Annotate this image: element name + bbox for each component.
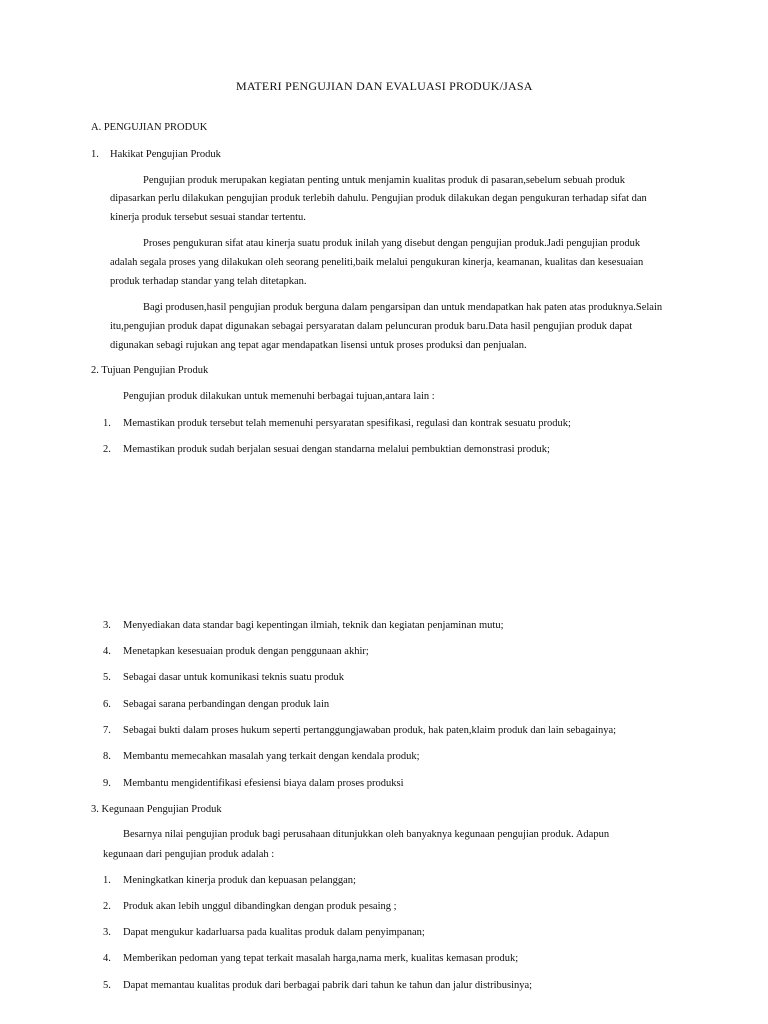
paragraph-line: dipasarkan perlu dilakukan pengujian produk terlebih dahulu. Pengujian produk dilakukan degan pengukuran terhadap sifat dan (110, 193, 647, 204)
list-item: Meningkatkan kinerja produk dan kepuasan pelanggan; (123, 875, 356, 886)
subsection-heading: Hakikat Pengujian Produk (110, 149, 221, 160)
subsection-heading: 2. Tujuan Pengujian Produk (91, 365, 209, 376)
list-number: 5. (103, 980, 111, 991)
list-item: Sebagai bukti dalam proses hukum seperti pertanggungjawaban produk, hak paten,klaim produk dan lain sebagainya; (123, 725, 617, 736)
list-number: 4. (103, 646, 111, 657)
list-number: 5. (103, 672, 111, 683)
paragraph-line: itu,pengujian produk dapat digunakan sebagai persyaratan dalam peluncuran produk baru.Data hasil pengujian produk dapat (110, 321, 633, 332)
paragraph-line: adalah segala proses yang dilakukan oleh seorang peneliti,baik melalui pengukuran kinerja, keamanan, kualitas dan kesesuaian (110, 257, 644, 268)
list-item: Menetapkan kesesuaian produk dengan penggunaan akhir; (123, 646, 369, 657)
paragraph-line: kinerja produk tersebut sesuai standar tertentu. (110, 212, 306, 223)
list-number: 2. (103, 444, 111, 455)
list-item: Dapat mengukur kadarluarsa pada kualitas produk dalam penyimpanan; (123, 927, 425, 938)
list-item: Sebagai dasar untuk komunikasi teknis suatu produk (123, 672, 345, 683)
list-item: Membantu memecahkan masalah yang terkait dengan kendala produk; (123, 751, 420, 762)
paragraph-line: Proses pengukuran sifat atau kinerja suatu produk inilah yang disebut dengan pengujian produk.Jadi pengujian produk (143, 238, 641, 249)
list-number: 6. (103, 699, 111, 710)
section-heading: A. PENGUJIAN PRODUK (91, 122, 208, 133)
list-number: 1. (103, 875, 111, 886)
list-item: Menyediakan data standar bagi kepentingan ilmiah, teknik dan kegiatan penjaminan mutu; (123, 620, 504, 631)
list-number: 3. (103, 927, 111, 938)
list-item: Produk akan lebih unggul dibandingkan dengan produk pesaing ; (123, 901, 397, 912)
list-number: 4. (103, 953, 111, 964)
paragraph-line: Pengujian produk merupakan kegiatan penting untuk menjamin kualitas produk di pasaran,sebelum sebuah produk (143, 175, 626, 186)
list-item: Memastikan produk sudah berjalan sesuai dengan standarna melalui pembuktian demonstrasi produk; (123, 444, 550, 455)
list-item: Memberikan pedoman yang tepat terkait masalah harga,nama merk, kualitas kemasan produk; (123, 953, 519, 964)
paragraph-line: Bagi produsen,hasil pengujian produk berguna dalam pengarsipan dan untuk mendapatkan hak paten atas produknya.Selain (143, 302, 663, 313)
paragraph-line: digunakan sebagi rujukan ang tepat agar mendapatkan lisensi untuk proses produksi dan penjualan. (110, 340, 527, 351)
subsection-heading: 3. Kegunaan Pengujian Produk (91, 804, 222, 815)
list-item: Memastikan produk tersebut telah memenuhi persyaratan spesifikasi, regulasi dan kontrak sesuatu produk; (123, 418, 571, 429)
paragraph-line: Pengujian produk dilakukan untuk memenuhi berbagai tujuan,antara lain : (123, 391, 435, 402)
list-number: 2. (103, 901, 111, 912)
list-number: 9. (103, 778, 111, 789)
list-item: Membantu mengidentifikasi efesiensi biaya dalam proses produksi (123, 778, 404, 789)
paragraph-line: Besarnya nilai pengujian produk bagi perusahaan ditunjukkan oleh banyaknya kegunaan pengujian produk. Adapun (123, 829, 610, 840)
list-item: Sebagai sarana perbandingan dengan produk lain (123, 699, 330, 710)
paragraph-line: kegunaan dari pengujian produk adalah : (103, 849, 275, 860)
paragraph-line: produk terhadap standar yang telah ditetapkan. (110, 276, 307, 287)
list-number: 8. (103, 751, 111, 762)
list-item: Dapat memantau kualitas produk dari berbagai pabrik dari tahun ke tahun dan jalur distribusinya; (123, 980, 533, 991)
list-number: 3. (103, 620, 111, 631)
list-number: 1. (91, 149, 99, 160)
document-title: MATERI PENGUJIAN DAN EVALUASI PRODUK/JASA (236, 79, 533, 93)
list-number: 1. (103, 418, 111, 429)
list-number: 7. (103, 725, 111, 736)
